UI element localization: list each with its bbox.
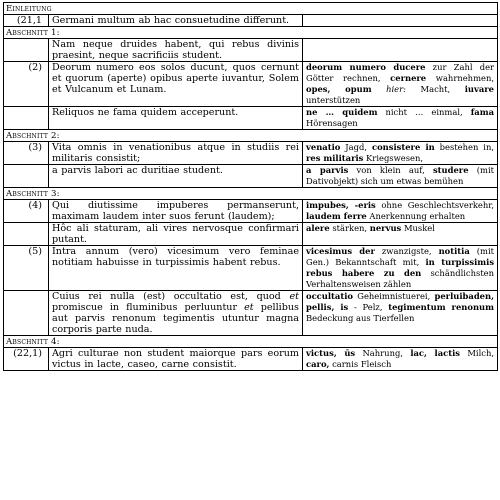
vocabulary-gloss: ne … quidem nicht … einmal, fama Hörensagen xyxy=(303,107,498,130)
vocabulary-gloss xyxy=(303,15,498,27)
section-row xyxy=(4,188,498,200)
page-title: Einleitung xyxy=(4,3,498,15)
text-row xyxy=(4,107,498,130)
latin-text: Agri culturae non student maiorque pars eorum victus in lacte, caseo, carne consistit. xyxy=(49,348,303,371)
verse-number xyxy=(4,291,49,336)
verse-number: (21,1 xyxy=(4,15,49,27)
latin-text: Reliquos ne fama quidem acceperunt. xyxy=(49,107,303,130)
text-row xyxy=(4,15,498,27)
section-row xyxy=(4,336,498,348)
section-label: Abschnitt 4: xyxy=(4,336,498,348)
latin-text: Intra annum (vero) vicesimum vero feminae notitiam habuisse in turpissimis habent rebus. xyxy=(49,246,303,291)
translation-table xyxy=(3,2,498,371)
latin-text: Deorum numero eos solos ducunt, quos cernunt et quorum (aperte) opibus aperte iuvantur, Solem et Vulcanum et Lunam. xyxy=(49,62,303,107)
text-row xyxy=(4,62,498,107)
verse-number: (2) xyxy=(4,62,49,107)
vocabulary-gloss: a parvis von klein auf, studere (mit Dativobjekt) sich um etwas bemühen xyxy=(303,165,498,188)
verse-number: (4) xyxy=(4,200,49,223)
section-row xyxy=(4,27,498,39)
verse-number xyxy=(4,107,49,130)
latin-text: Hôc ali staturam, ali vires nervosque confirmari putant. xyxy=(49,223,303,246)
vocabulary-gloss: deorum numero ducere zur Zahl der Götter rechnen, cernere wahrnehmen, opes, opum hier: Macht, iuvare unterstützen xyxy=(303,62,498,107)
text-row xyxy=(4,291,498,336)
latin-text: Cuius rei nulla (est) occultatio est, quod et promiscue in fluminibus perluuntur et pellibus aut parvis renonum tegimentis utuntur magna corporis parte nuda. xyxy=(49,291,303,336)
latin-text: Nam neque druides habent, qui rebus divinis praesint, neque sacrificiis student. xyxy=(49,39,303,62)
vocabulary-gloss: venatio Jagd, consistere in bestehen in, res militaris Kriegswesen, xyxy=(303,142,498,165)
text-row xyxy=(4,39,498,62)
vocabulary-gloss xyxy=(303,39,498,62)
verse-number xyxy=(4,223,49,246)
section-row xyxy=(4,130,498,142)
verse-number: (3) xyxy=(4,142,49,165)
section-label: Abschnitt 2: xyxy=(4,130,498,142)
section-label: Abschnitt 3: xyxy=(4,188,498,200)
vocabulary-gloss: vicesimus der zwanzigste, notitia (mit Gen.) Bekanntschaft mit, in turpissimis rebus habere zu den schändlichsten Verhaltensweisen zählen xyxy=(303,246,498,291)
header-row xyxy=(4,3,498,15)
text-row xyxy=(4,142,498,165)
verse-number: (22,1) xyxy=(4,348,49,371)
vocabulary-gloss: impubes, -eris ohne Geschlechtsverkehr, laudem ferre Anerkennung erhalten xyxy=(303,200,498,223)
latin-text: Qui diutissime impuberes permanserunt, maximam laudem inter suos ferunt (laudem); xyxy=(49,200,303,223)
vocabulary-gloss: occultatio Geheimnistuerei, perluibaden, pellis, is - Pelz, tegimentum renonum Bedeckung aus Tierfellen xyxy=(303,291,498,336)
verse-number xyxy=(4,165,49,188)
verse-number xyxy=(4,39,49,62)
section-label: Abschnitt 1: xyxy=(4,27,498,39)
latin-text: Germani multum ab hac consuetudine differunt. xyxy=(49,15,303,27)
text-row xyxy=(4,200,498,223)
text-row xyxy=(4,165,498,188)
vocabulary-gloss: alere stärken, nervus Muskel xyxy=(303,223,498,246)
verse-number: (5) xyxy=(4,246,49,291)
vocabulary-gloss: victus, ūs Nahrung, lac, lactis Milch, caro, carnis Fleisch xyxy=(303,348,498,371)
text-row xyxy=(4,348,498,371)
latin-text: a parvis labori ac duritiae student. xyxy=(49,165,303,188)
text-row xyxy=(4,246,498,291)
latin-text: Vita omnis in venationibus atque in studiis rei militaris consistit; xyxy=(49,142,303,165)
text-row xyxy=(4,223,498,246)
